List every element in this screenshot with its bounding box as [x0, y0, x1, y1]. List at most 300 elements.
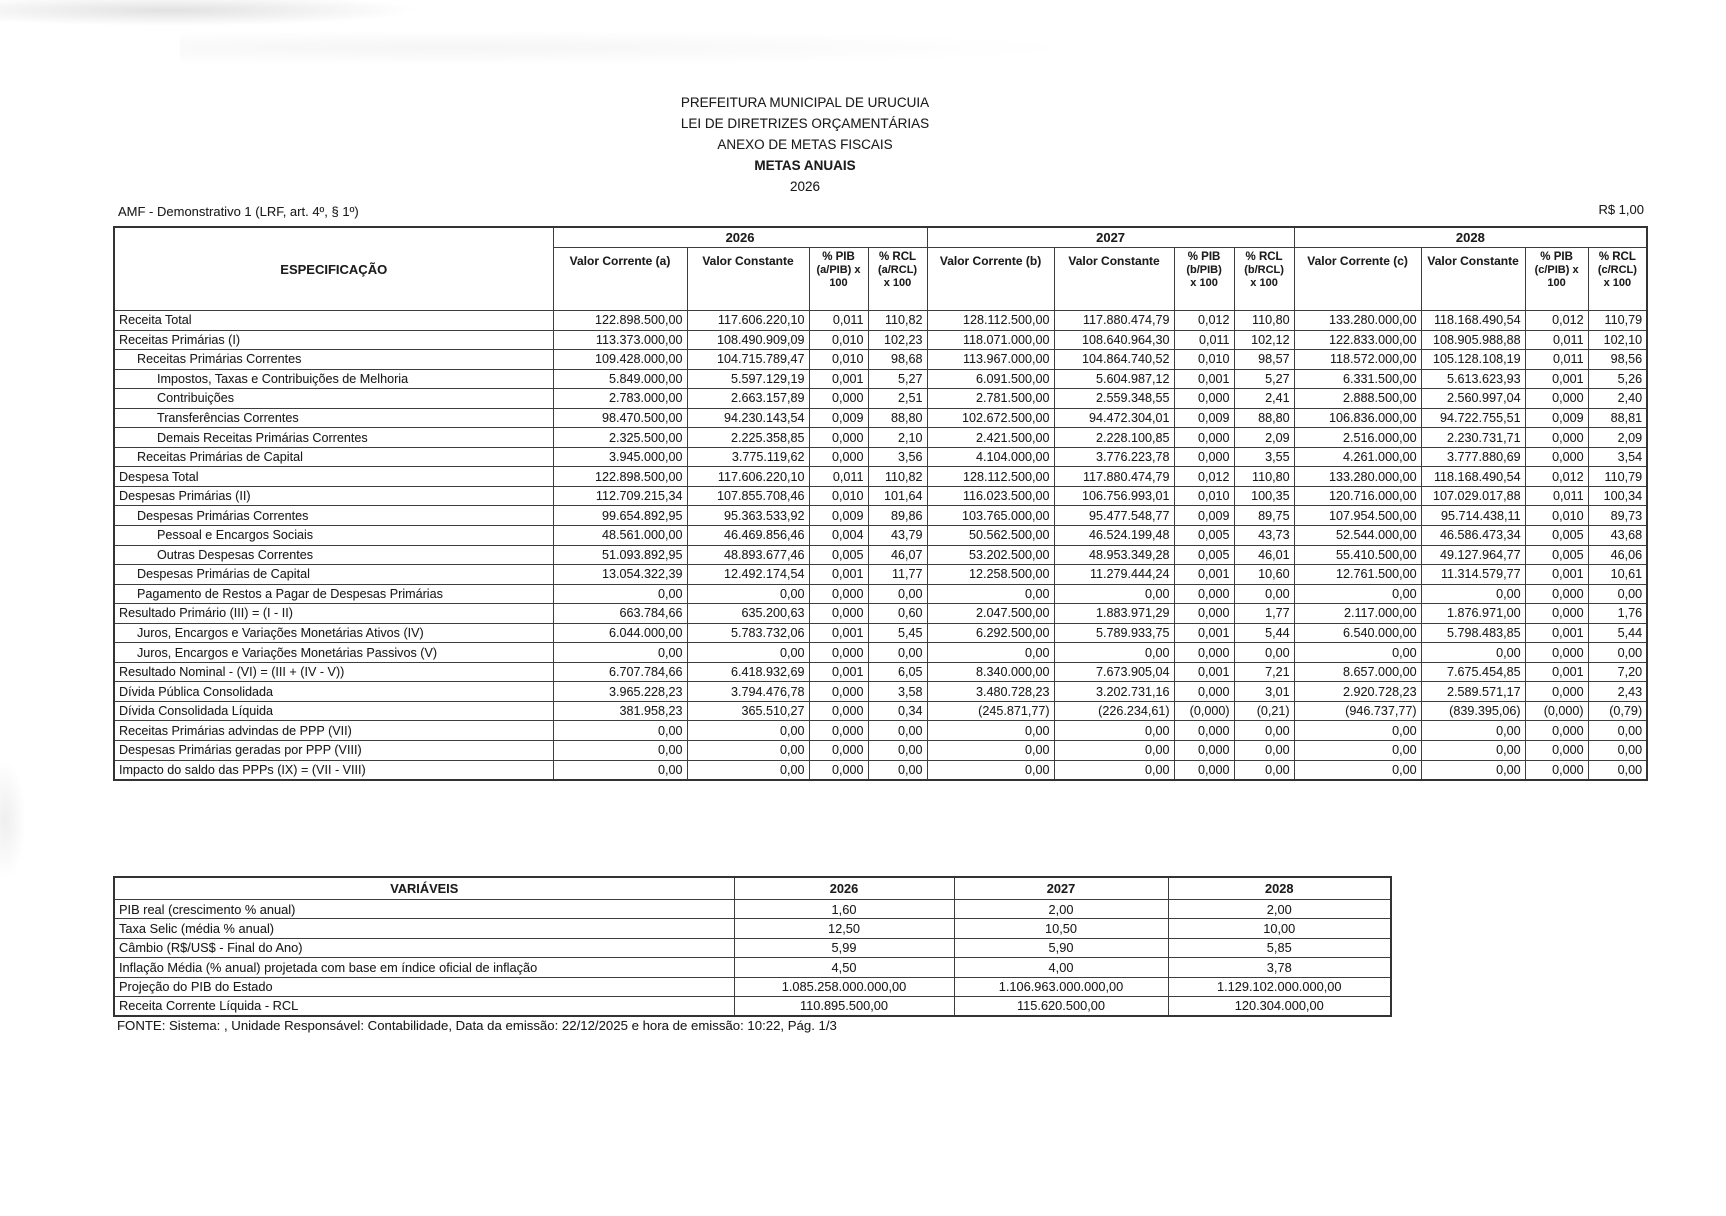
scan-artifact — [0, 760, 26, 880]
value-cell: 0,00 — [1234, 584, 1294, 604]
column-header-line: % PIB — [1540, 251, 1573, 263]
value-cell: 117.606.220,10 — [687, 311, 809, 331]
variables-row — [114, 996, 1391, 1015]
value-cell: 0,010 — [1174, 486, 1234, 506]
column-header-multiline — [1525, 248, 1588, 311]
column-header-line: (c/RCL) — [1597, 264, 1637, 276]
column-header-multiline — [1588, 248, 1647, 311]
value-cell: 2.047.500,00 — [927, 604, 1054, 624]
value-cell: 0,001 — [809, 662, 868, 682]
report-year: 2026 — [789, 179, 821, 194]
value-cell: 6.091.500,00 — [927, 369, 1054, 389]
year-header-2026: 2026 — [553, 227, 927, 248]
value-cell: 104.864.740,52 — [1054, 350, 1174, 370]
value-cell: 98,68 — [868, 350, 927, 370]
row-label: Receita Total — [114, 311, 553, 331]
row-label: Receitas Primárias (I) — [114, 330, 553, 350]
value-cell: 53.202.500,00 — [927, 545, 1054, 565]
value-cell: 0,000 — [809, 604, 868, 624]
value-cell: 88,80 — [1234, 408, 1294, 428]
variables-year-header-2026: 2026 — [734, 877, 954, 900]
value-cell: 0,00 — [1421, 721, 1525, 741]
column-header-line: (c/PIB) x — [1534, 264, 1579, 276]
value-cell: 0,00 — [1294, 760, 1421, 780]
value-cell: 112.709.215,34 — [553, 486, 687, 506]
value-cell: (0,000) — [1525, 701, 1588, 721]
value-cell: 12.761.500,00 — [1294, 565, 1421, 585]
value-cell: 0,00 — [868, 721, 927, 741]
column-header-line: % PIB — [1187, 251, 1221, 263]
value-cell: 0,00 — [868, 760, 927, 780]
value-cell: 2,40 — [1588, 389, 1647, 409]
value-cell: 0,011 — [809, 467, 868, 487]
value-cell: 43,73 — [1234, 526, 1294, 546]
row-label: Pessoal e Encargos Sociais — [114, 526, 553, 546]
value-cell: 12.258.500,00 — [927, 565, 1054, 585]
value-cell: 0,00 — [1588, 643, 1647, 663]
value-cell: 5.597.129,19 — [687, 369, 809, 389]
variable-label: Taxa Selic (média % anual) — [114, 919, 734, 938]
value-cell: 7,20 — [1588, 662, 1647, 682]
currency-note: R$ 1,00 — [1598, 202, 1644, 217]
value-cell: 2.920.728,23 — [1294, 682, 1421, 702]
value-cell: 0,00 — [1421, 643, 1525, 663]
value-cell: 0,000 — [1525, 682, 1588, 702]
value-cell: 0,00 — [1054, 584, 1174, 604]
table-row — [114, 623, 1647, 643]
value-cell: 5.798.483,85 — [1421, 623, 1525, 643]
value-cell: 0,00 — [1294, 584, 1421, 604]
value-cell: 0,00 — [1054, 760, 1174, 780]
table-row — [114, 604, 1647, 624]
variables-year-header-2027: 2027 — [954, 877, 1168, 900]
value-cell: 0,000 — [1525, 584, 1588, 604]
variables-row — [114, 938, 1391, 957]
fiscal-targets-table — [113, 226, 1648, 781]
value-cell: 381.958,23 — [553, 701, 687, 721]
value-cell: 0,00 — [553, 643, 687, 663]
value-cell: 5,44 — [1588, 623, 1647, 643]
column-header-line: x 100 — [883, 277, 912, 289]
value-cell: 0,00 — [687, 760, 809, 780]
column-header-line: 100 — [829, 277, 848, 289]
value-cell: 107.954.500,00 — [1294, 506, 1421, 526]
value-cell: 49.127.964,77 — [1421, 545, 1525, 565]
value-cell: 94.472.304,01 — [1054, 408, 1174, 428]
value-cell: 5,27 — [868, 369, 927, 389]
value-cell: 2.325.500,00 — [553, 428, 687, 448]
column-header-line: x 100 — [1190, 277, 1218, 289]
value-cell: 6.707.784,66 — [553, 662, 687, 682]
value-cell: 98.470.500,00 — [553, 408, 687, 428]
value-cell: 118.168.490,54 — [1421, 311, 1525, 331]
value-cell: 0,00 — [1234, 721, 1294, 741]
value-cell: 8.340.000,00 — [927, 662, 1054, 682]
value-cell: 0,005 — [1174, 526, 1234, 546]
value-cell: 46.524.199,48 — [1054, 526, 1174, 546]
value-cell: 0,00 — [553, 721, 687, 741]
value-cell: 0,00 — [1588, 721, 1647, 741]
value-cell: 128.112.500,00 — [927, 311, 1054, 331]
value-cell: 0,00 — [1588, 584, 1647, 604]
value-cell: 3,54 — [1588, 447, 1647, 467]
table-row — [114, 760, 1647, 780]
value-cell: (839.395,06) — [1421, 701, 1525, 721]
value-cell: 108.490.909,09 — [687, 330, 809, 350]
column-header-multiline — [1234, 248, 1294, 311]
value-cell: 3,56 — [868, 447, 927, 467]
value-cell: 0,001 — [1525, 565, 1588, 585]
value-cell: 0,000 — [809, 389, 868, 409]
table-row — [114, 447, 1647, 467]
value-cell: 116.023.500,00 — [927, 486, 1054, 506]
value-cell: 0,000 — [809, 741, 868, 761]
value-cell: 88,81 — [1588, 408, 1647, 428]
value-cell: 6.418.932,69 — [687, 662, 809, 682]
value-cell: 110,80 — [1234, 311, 1294, 331]
value-cell: 3,58 — [868, 682, 927, 702]
value-cell: 0,001 — [1525, 662, 1588, 682]
value-cell: 0,34 — [868, 701, 927, 721]
value-cell: 0,005 — [809, 545, 868, 565]
value-cell: 0,00 — [1234, 760, 1294, 780]
value-cell: (0,21) — [1234, 701, 1294, 721]
scan-artifact — [0, 0, 420, 26]
variable-value: 5,85 — [1168, 938, 1391, 957]
value-cell: 2.560.997,04 — [1421, 389, 1525, 409]
value-cell: 5.604.987,12 — [1054, 369, 1174, 389]
variable-value: 10,00 — [1168, 919, 1391, 938]
value-cell: 46.586.473,34 — [1421, 526, 1525, 546]
value-cell: 2.663.157,89 — [687, 389, 809, 409]
value-cell: 109.428.000,00 — [553, 350, 687, 370]
value-cell: 101,64 — [868, 486, 927, 506]
value-cell: 0,000 — [1525, 428, 1588, 448]
value-cell: 52.544.000,00 — [1294, 526, 1421, 546]
value-cell: 2,41 — [1234, 389, 1294, 409]
variable-value: 4,50 — [734, 958, 954, 977]
column-header-multiline — [1174, 248, 1234, 311]
table-row — [114, 467, 1647, 487]
value-cell: 0,010 — [809, 350, 868, 370]
value-cell: 0,00 — [553, 760, 687, 780]
value-cell: 7,21 — [1234, 662, 1294, 682]
value-cell: 0,00 — [1054, 741, 1174, 761]
column-header: Valor Corrente (a) — [553, 248, 687, 311]
value-cell: 0,00 — [1588, 741, 1647, 761]
value-cell: 102,10 — [1588, 330, 1647, 350]
table-row — [114, 369, 1647, 389]
variable-value: 12,50 — [734, 919, 954, 938]
row-label: Despesas Primárias de Capital — [114, 565, 553, 585]
table-row — [114, 682, 1647, 702]
variables-row — [114, 919, 1391, 938]
variables-row — [114, 958, 1391, 977]
value-cell: 102,12 — [1234, 330, 1294, 350]
value-cell: 0,00 — [1421, 741, 1525, 761]
row-label: Contribuições — [114, 389, 553, 409]
table-row — [114, 408, 1647, 428]
value-cell: 46.469.856,46 — [687, 526, 809, 546]
value-cell: 0,009 — [809, 506, 868, 526]
value-cell: 0,001 — [1174, 565, 1234, 585]
value-cell: 2.117.000,00 — [1294, 604, 1421, 624]
value-cell: 48.893.677,46 — [687, 545, 809, 565]
value-cell: 2,10 — [868, 428, 927, 448]
value-cell: 118.071.000,00 — [927, 330, 1054, 350]
value-cell: 2.589.571,17 — [1421, 682, 1525, 702]
row-label: Despesas Primárias (II) — [114, 486, 553, 506]
value-cell: 0,001 — [1174, 662, 1234, 682]
value-cell: 1,76 — [1588, 604, 1647, 624]
value-cell: 12.492.174,54 — [687, 565, 809, 585]
column-header-line: (b/PIB) — [1186, 264, 1222, 276]
value-cell: 0,000 — [809, 682, 868, 702]
row-label: Impacto do saldo das PPPs (IX) = (VII - VIII) — [114, 760, 553, 780]
value-cell: 106.836.000,00 — [1294, 408, 1421, 428]
value-cell: 0,004 — [809, 526, 868, 546]
value-cell: 0,000 — [1525, 741, 1588, 761]
value-cell: 0,000 — [809, 584, 868, 604]
column-header-line: (a/RCL) — [877, 264, 918, 276]
value-cell: 0,005 — [1525, 545, 1588, 565]
value-cell: 110,80 — [1234, 467, 1294, 487]
value-cell: 11.314.579,77 — [1421, 565, 1525, 585]
value-cell: 0,001 — [1525, 369, 1588, 389]
value-cell: 5,45 — [868, 623, 927, 643]
value-cell: 0,000 — [1525, 643, 1588, 663]
value-cell: 0,000 — [1525, 604, 1588, 624]
value-cell: 10,61 — [1588, 565, 1647, 585]
value-cell: 0,005 — [1174, 545, 1234, 565]
value-cell: (0,79) — [1588, 701, 1647, 721]
value-cell: 98,57 — [1234, 350, 1294, 370]
value-cell: 2.228.100,85 — [1054, 428, 1174, 448]
row-label: Receitas Primárias de Capital — [114, 447, 553, 467]
value-cell: (226.234,61) — [1054, 701, 1174, 721]
row-label: Juros, Encargos e Variações Monetárias Ativos (IV) — [114, 623, 553, 643]
value-cell: 0,000 — [1174, 447, 1234, 467]
value-cell: 122.833.000,00 — [1294, 330, 1421, 350]
row-label: Despesas Primárias geradas por PPP (VIII) — [114, 741, 553, 761]
value-cell: 2,09 — [1234, 428, 1294, 448]
value-cell: 3,55 — [1234, 447, 1294, 467]
value-cell: 110,82 — [868, 467, 927, 487]
value-cell: 51.093.892,95 — [553, 545, 687, 565]
value-cell: 0,010 — [1525, 506, 1588, 526]
source-footer: FONTE: Sistema: , Unidade Responsável: Contabilidade, Data da emissão: 22/12/2025 e hora de emissão: 10:22, Pág. 1/3 — [117, 1018, 837, 1033]
value-cell: 0,000 — [1174, 604, 1234, 624]
variable-label: Câmbio (R$/US$ - Final do Ano) — [114, 938, 734, 957]
value-cell: 0,000 — [809, 428, 868, 448]
variable-value: 1.129.102.000.000,00 — [1168, 977, 1391, 996]
variable-value: 3,78 — [1168, 958, 1391, 977]
value-cell: 3.480.728,23 — [927, 682, 1054, 702]
variable-value: 10,50 — [954, 919, 1168, 938]
value-cell: 122.898.500,00 — [553, 311, 687, 331]
variable-label: PIB real (crescimento % anual) — [114, 900, 734, 919]
value-cell: 0,000 — [1525, 760, 1588, 780]
column-header: Valor Constante — [1421, 248, 1525, 311]
variables-row — [114, 900, 1391, 919]
table-row — [114, 584, 1647, 604]
value-cell: 88,80 — [868, 408, 927, 428]
value-cell: 89,86 — [868, 506, 927, 526]
value-cell: 0,009 — [1174, 506, 1234, 526]
variable-value: 120.304.000,00 — [1168, 996, 1391, 1015]
value-cell: 107.855.708,46 — [687, 486, 809, 506]
value-cell: 4.261.000,00 — [1294, 447, 1421, 467]
value-cell: 0,00 — [553, 741, 687, 761]
value-cell: 113.373.000,00 — [553, 330, 687, 350]
value-cell: 0,00 — [927, 721, 1054, 741]
value-cell: 0,00 — [927, 741, 1054, 761]
value-cell: 0,00 — [687, 721, 809, 741]
table-row — [114, 311, 1647, 331]
variable-value: 4,00 — [954, 958, 1168, 977]
column-header-line: % RCL — [1598, 251, 1636, 263]
scan-artifact — [180, 30, 1080, 66]
table-row — [114, 389, 1647, 409]
value-cell: 0,010 — [809, 330, 868, 350]
value-cell: 100,34 — [1588, 486, 1647, 506]
value-cell: 0,00 — [1054, 721, 1174, 741]
value-cell: 5.783.732,06 — [687, 623, 809, 643]
value-cell: 105.128.108,19 — [1421, 350, 1525, 370]
table-row — [114, 565, 1647, 585]
table-row — [114, 643, 1647, 663]
variables-title: VARIÁVEIS — [114, 877, 734, 900]
column-header-line: % PIB — [822, 251, 855, 263]
value-cell: 89,73 — [1588, 506, 1647, 526]
value-cell: 0,00 — [553, 584, 687, 604]
value-cell: 102.672.500,00 — [927, 408, 1054, 428]
value-cell: 95.477.548,77 — [1054, 506, 1174, 526]
year-header-2027: 2027 — [927, 227, 1294, 248]
value-cell: 0,000 — [1174, 584, 1234, 604]
column-header: Valor Corrente (b) — [927, 248, 1054, 311]
table-row — [114, 428, 1647, 448]
value-cell: 0,009 — [1174, 408, 1234, 428]
value-cell: 0,00 — [1294, 741, 1421, 761]
value-cell: 98,56 — [1588, 350, 1647, 370]
value-cell: 0,012 — [1525, 311, 1588, 331]
value-cell: 0,000 — [1525, 721, 1588, 741]
value-cell: 0,00 — [1294, 643, 1421, 663]
entity-name: PREFEITURA MUNICIPAL DE URUCUIA — [680, 95, 930, 110]
value-cell: 2.225.358,85 — [687, 428, 809, 448]
value-cell: 10,60 — [1234, 565, 1294, 585]
value-cell: 5,26 — [1588, 369, 1647, 389]
row-label: Dívida Consolidada Líquida — [114, 701, 553, 721]
value-cell: 94.230.143,54 — [687, 408, 809, 428]
value-cell: 0,000 — [809, 721, 868, 741]
column-header-line: 100 — [1547, 277, 1566, 289]
value-cell: 0,00 — [868, 584, 927, 604]
value-cell: 3.794.476,78 — [687, 682, 809, 702]
value-cell: 0,000 — [1174, 741, 1234, 761]
table-row — [114, 701, 1647, 721]
value-cell: (946.737,77) — [1294, 701, 1421, 721]
value-cell: 2.783.000,00 — [553, 389, 687, 409]
row-label: Impostos, Taxas e Contribuições de Melhoria — [114, 369, 553, 389]
variables-year-header-2028: 2028 — [1168, 877, 1391, 900]
value-cell: 0,000 — [809, 447, 868, 467]
value-cell: 120.716.000,00 — [1294, 486, 1421, 506]
value-cell: 133.280.000,00 — [1294, 467, 1421, 487]
row-label: Outras Despesas Correntes — [114, 545, 553, 565]
value-cell: 0,005 — [1525, 526, 1588, 546]
report-title: METAS ANUAIS — [754, 158, 856, 173]
value-cell: 2.421.500,00 — [927, 428, 1054, 448]
row-label: Resultado Primário (III) = (I - II) — [114, 604, 553, 624]
value-cell: 0,011 — [1525, 486, 1588, 506]
value-cell: 103.765.000,00 — [927, 506, 1054, 526]
value-cell: 3.776.223,78 — [1054, 447, 1174, 467]
variables-table — [113, 876, 1392, 1017]
value-cell: 113.967.000,00 — [927, 350, 1054, 370]
value-cell: 0,012 — [1174, 311, 1234, 331]
value-cell: 110,79 — [1588, 311, 1647, 331]
table-row — [114, 330, 1647, 350]
value-cell: 117.880.474,79 — [1054, 467, 1174, 487]
value-cell: 100,35 — [1234, 486, 1294, 506]
value-cell: 3.202.731,16 — [1054, 682, 1174, 702]
value-cell: 0,000 — [1525, 447, 1588, 467]
value-cell: 0,000 — [1174, 760, 1234, 780]
value-cell: 0,000 — [809, 643, 868, 663]
column-header-multiline — [868, 248, 927, 311]
value-cell: 48.953.349,28 — [1054, 545, 1174, 565]
row-label: Despesas Primárias Correntes — [114, 506, 553, 526]
value-cell: 2,51 — [868, 389, 927, 409]
specification-header: ESPECIFICAÇÃO — [114, 227, 553, 311]
value-cell: 43,68 — [1588, 526, 1647, 546]
value-cell: 4.104.000,00 — [927, 447, 1054, 467]
table-row — [114, 486, 1647, 506]
value-cell: 5.849.000,00 — [553, 369, 687, 389]
table-row — [114, 721, 1647, 741]
column-header: Valor Constante — [687, 248, 809, 311]
value-cell: 0,012 — [1525, 467, 1588, 487]
value-cell: 122.898.500,00 — [553, 467, 687, 487]
value-cell: 0,000 — [1525, 389, 1588, 409]
value-cell: 118.572.000,00 — [1294, 350, 1421, 370]
value-cell: 3.775.119,62 — [687, 447, 809, 467]
variable-label: Projeção do PIB do Estado — [114, 977, 734, 996]
value-cell: 0,010 — [1174, 350, 1234, 370]
value-cell: 110,79 — [1588, 467, 1647, 487]
column-header: Valor Corrente (c) — [1294, 248, 1421, 311]
value-cell: 11.279.444,24 — [1054, 565, 1174, 585]
value-cell: 0,00 — [1421, 584, 1525, 604]
column-header-line: x 100 — [1250, 277, 1278, 289]
value-cell: 7.675.454,85 — [1421, 662, 1525, 682]
variable-value: 2,00 — [1168, 900, 1391, 919]
value-cell: 0,60 — [868, 604, 927, 624]
column-header-line: x 100 — [1603, 277, 1632, 289]
value-cell: 6,05 — [868, 662, 927, 682]
value-cell: 43,79 — [868, 526, 927, 546]
value-cell: 46,07 — [868, 545, 927, 565]
value-cell: 95.363.533,92 — [687, 506, 809, 526]
value-cell: 0,00 — [927, 584, 1054, 604]
table-row — [114, 741, 1647, 761]
value-cell: 0,000 — [1174, 721, 1234, 741]
value-cell: (0,000) — [1174, 701, 1234, 721]
value-cell: 108.905.988,88 — [1421, 330, 1525, 350]
document-header — [0, 92, 1610, 197]
